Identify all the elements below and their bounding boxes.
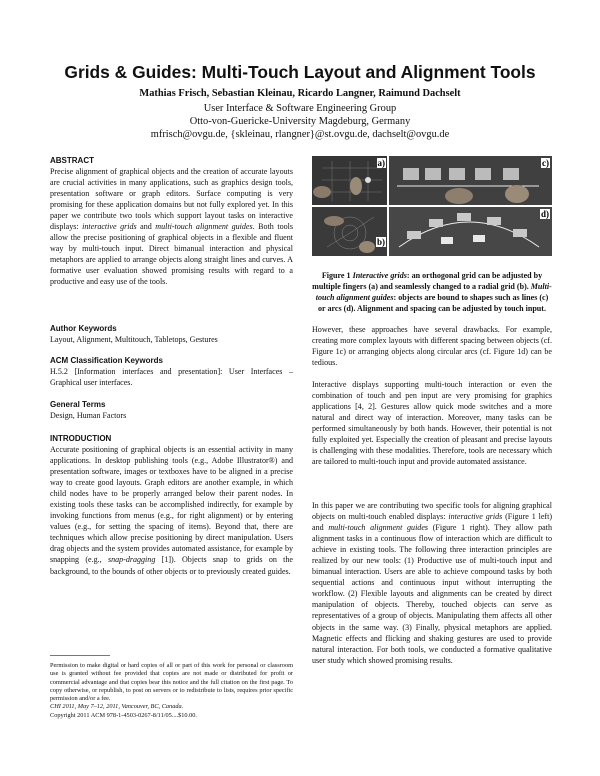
- right-paragraph-2: Interactive displays supporting multi-touch interaction or even the combination of touch and pen input are very promising for graphics applications [4, 2]. Gestures allow quick mode switches and a more natural and direct way of interaction. Moreover, many tasks can be performed simultaneously by both hands. However, their potential is not fully exploited yet. Especially the creation of pleasant and precise layouts is challenging with these modalities. Therefore, tools are necessary which are tailored to multi-touch input and provide automated assistance.: [312, 380, 552, 467]
- acm-heading: ACM Classification Keywords: [50, 356, 163, 365]
- abstract-heading: ABSTRACT: [50, 156, 94, 165]
- affiliation-emails: mfrisch@ovgu.de, {skleinau, rlangner}@st.ovgu.de, dachselt@ovgu.de: [150, 129, 450, 140]
- affiliation-group: User Interface & Software Engineering Group: [203, 103, 397, 114]
- terms-text: Design, Human Factors: [50, 411, 127, 420]
- keywords-heading: Author Keywords: [50, 324, 117, 333]
- venue-text: CHI 2011, May 7–12, 2011, Vancouver, BC, Canada.: [50, 703, 184, 711]
- alignment-arc-photo: [389, 207, 552, 256]
- keywords-text: Layout, Alignment, Multitouch, Tabletops, Gestures: [50, 335, 218, 344]
- right-paragraph-1: However, these approaches have several drawbacks. For example, creating more complex layouts with different spacing between objects (cf. Figure 1c) or arranging objects along circular arcs (cf. Figure 1d) can be tedious.: [312, 325, 552, 368]
- alignment-line-photo: [389, 156, 552, 205]
- copyright-line: Copyright 2011 ACM 978-1-4503-0267-8/11/05....$10.00.: [50, 711, 197, 719]
- paper-title: Grids & Guides: Multi-Touch Layout and Alignment Tools: [64, 62, 536, 82]
- authors: Mathias Frisch, Sebastian Kleinau, Ricardo Langner, Raimund Dachselt: [139, 88, 461, 99]
- terms-heading: General Terms: [50, 400, 106, 409]
- keywords-section: [50, 324, 293, 345]
- figure-label-d: d): [540, 209, 549, 219]
- acm-section: [50, 356, 293, 388]
- permission-text: Permission to make digital or hard copies of all or part of this work for personal or classroom use is granted without fee provided that copies are not made or distributed for profit or commercial advantage and that copies bear this notice and the full citation on the first page. To copy otherwise, or republish, to post on servers or to redistribute to lists, requires prior specific permission and/or a fee.: [50, 662, 293, 703]
- introduction-section: [50, 434, 293, 577]
- right-paragraph-3: In this paper we are contributing two specific tools for aligning graphical objects on multi-touch enabled displays: interactive grids (Figure 1 left) and multi-touch alignment guides (Figure 1 right). They allow path alignment tasks in a continuous flow of interaction which are difficult to achieve in existing tools. The following three interaction principles are realized by our new tools: (1) Productive use of multi-touch input and bimanual interaction. Users are able to achieve compound tasks by both sequential actions and continuous input without interrupting the workflow. (2) Flexible layouts and alignments can be created by direct manipulation of objects. Thereby, touched objects can serve as representatives of a group of objects. Manipulating them affects all other objects in the same way. (3) Finally, physical metaphors are applied. Magnetic effects and flicking and shaking gestures are used to provide natural interaction. For both tools, we conducted a formative qualitative user study which showed promising results.: [312, 501, 552, 665]
- introduction-heading: INTRODUCTION: [50, 434, 112, 443]
- introduction-text: Accurate positioning of graphical objects is an essential activity in many applications. In desktop publishing tools (e.g., Adobe Illustrator®) and presentation software, images or textboxes have to be aligned in a precise way to create good layouts. Graph editors are another example, in which child nodes have to be properly arranged below their parent nodes. In existing tools these tasks can be accomplished indirectly, for example by invoking functions from menus (e.g., for right alignment) or by entering values (e.g., for setting the spacing of items). Beyond that, there are techniques which allow precise positioning by direct manipulation. Users drag objects and the system provides automated assistance, for example by snapping (e.g., snap-dragging [1]). Objects snap to grids on the background, to the bounds of other objects or to previously created guides.: [50, 445, 294, 576]
- radial-grid-photo: [312, 207, 387, 256]
- figure-panel-c: [389, 156, 552, 205]
- figure-caption: Figure 1 Interactive grids: an orthogonal grid can be adjusted by multiple fingers (a) and seamlessly changed to a radial grid (b). Multi-touch alignment guides: objects are bound to shapes such as lines (c) or arcs (d). Alignment and spacing can be adjusted by touch input.: [312, 271, 552, 313]
- footnote-divider: [50, 655, 110, 656]
- figure-panel-b: [312, 207, 387, 256]
- figure-label-a: a): [377, 158, 385, 168]
- figure-panel-d: [389, 207, 552, 256]
- terms-section: [50, 400, 293, 421]
- copyright-notice: [50, 662, 293, 720]
- abstract-section: [50, 156, 293, 288]
- figure-label-b: b): [376, 237, 385, 247]
- affiliation-university: Otto-von-Guericke-University Magdeburg, Germany: [189, 116, 411, 127]
- figure-panel-a: [312, 156, 387, 205]
- acm-text: H.5.2 [Information interfaces and presentation]: User Interfaces – Graphical user interfaces.: [50, 367, 293, 388]
- abstract-text: Precise alignment of graphical objects and the creation of accurate layouts are crucial activities in many applications, such as graphics design tools, presentation software or graph editors. Surface computing is very promising for these application domains but not fully explored yet. In this paper we contribute two tools which support layout tasks on interactive displays: interactive grids and multi-touch alignment guides. Both tools allow the precise positioning of graphical objects in a flexible and fluent way by multi-touch input. Direct bimanual interaction and physical metaphors are applied to arrange objects along straight lines and curves. A formative user evaluation showed promising results with regard to a productive and easy use of the tools.: [50, 167, 293, 287]
- figure-label-c: c): [542, 158, 549, 168]
